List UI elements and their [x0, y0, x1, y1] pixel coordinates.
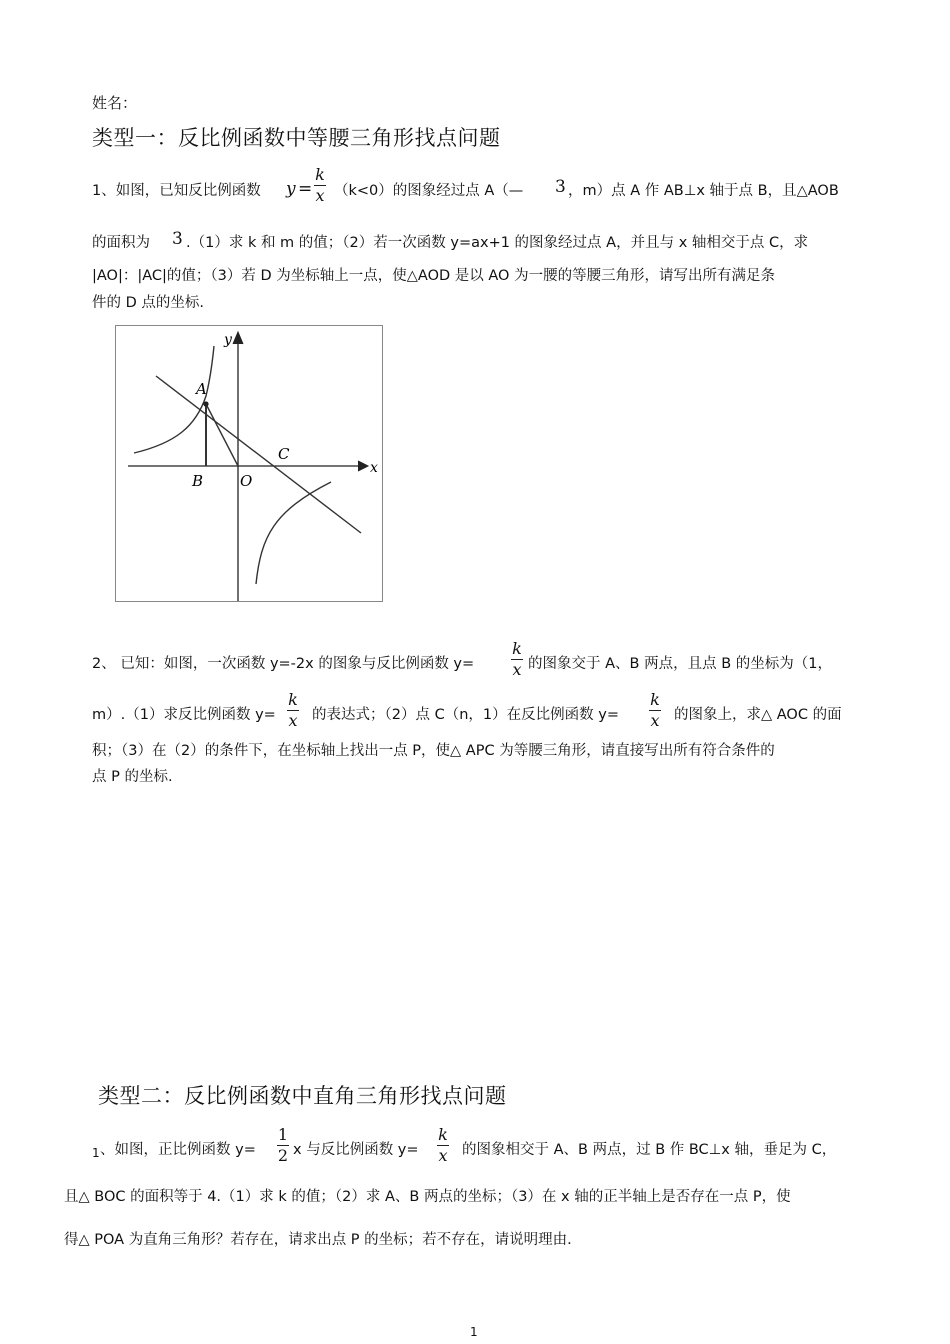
s2p1-line1-a: 、如图，正比例函数 y=	[100, 1142, 256, 1158]
label-b: B	[192, 472, 204, 490]
label-a: A	[196, 380, 207, 398]
s2p1-line1-b: x 与反比例函数 y=	[293, 1142, 419, 1158]
s2p1-fraction-k-over-x	[436, 1125, 450, 1166]
graph-svg	[116, 326, 382, 601]
s1p1-line2-b: .（1）求 k 和 m 的值；（2）若一次函数 y=ax+1 的图象经过点 A，并且与 x 轴相交于点 C，求	[186, 235, 809, 251]
s1p1-y-symbol: y	[286, 179, 296, 199]
s1p2-fraction-1	[510, 639, 524, 680]
s2p1-line1-c: 的图象相交于 A、B 两点，过 B 作 BC⊥x 轴，垂足为 C，	[462, 1142, 837, 1158]
fraction-denominator: x	[512, 660, 522, 679]
s1p2-line2-b: 的表达式；（2）点 C（n，1）在反比例函数 y=	[312, 707, 619, 723]
fraction-numerator: k	[288, 690, 298, 709]
s2p1-line2: 且△ BOC 的面积等于 4.（1）求 k 的值；（2）求 A、B 两点的坐标；（3）在 x 轴的正半轴上是否存在一点 P，使	[64, 1189, 791, 1205]
label-x: x	[370, 460, 378, 476]
section-1-title: 类型一：反比例函数中等腰三角形找点问题	[92, 126, 501, 150]
s2p1-number: 1	[92, 1146, 100, 1160]
label-o: O	[240, 472, 253, 490]
s1p2-line2-a: m）.（1）求反比例函数 y=	[92, 707, 276, 723]
x-axis-arrow	[358, 461, 368, 471]
y-axis-arrow	[233, 332, 243, 344]
label-c: C	[278, 445, 290, 463]
s1p1-sqrt3-a: 3	[555, 177, 566, 197]
section-2-title: 类型二：反比例函数中直角三角形找点问题	[98, 1084, 507, 1108]
s1p1-line2-a: 的面积为	[92, 235, 150, 251]
s1p1-line1-a: 1、如图，已知反比例函数	[92, 183, 261, 199]
point-a	[203, 401, 208, 406]
fraction-denominator: x	[315, 186, 325, 205]
s1p2-fraction-2	[286, 690, 300, 731]
fraction-denominator: 2	[277, 1146, 289, 1165]
fraction-denominator: x	[288, 711, 298, 730]
fraction-numerator: k	[438, 1125, 448, 1144]
student-name-label: 姓名：	[92, 94, 138, 112]
fraction-numerator: k	[512, 639, 522, 658]
s1p2-fraction-3	[648, 690, 662, 731]
s2p1-fraction-half	[276, 1125, 290, 1166]
s1p2-line4: 点 P 的坐标.	[92, 769, 173, 785]
s2p1-line3: 得△ POA 为直角三角形？若存在，请求出点 P 的坐标；若不存在，请说明理由.	[64, 1232, 572, 1248]
s1p1-line1-c: ，m）点 A 作 AB⊥x 轴于点 B，且△AOB	[568, 183, 839, 199]
label-y: y	[224, 332, 232, 348]
hyperbola-branch-right	[256, 482, 331, 584]
s1p2-line1-a: 2、 已知：如图，一次函数 y=-2x 的图象与反比例函数 y=	[92, 656, 475, 672]
s1p1-equals: =	[298, 179, 313, 199]
s1p1-figure-graph	[115, 325, 383, 602]
fraction-numerator: k	[315, 165, 325, 184]
fraction-denominator: x	[438, 1146, 448, 1165]
s1p1-sqrt3-b: 3	[172, 229, 183, 249]
fraction-denominator: x	[650, 711, 660, 730]
s1p1-line3: |AO|：|AC|的值；（3）若 D 为坐标轴上一点，使△AOD 是以 AO 为一腰的等腰三角形，请写出所有满足条	[92, 268, 776, 284]
hyperbola-branch-left	[134, 346, 214, 453]
fraction-numerator: 1	[277, 1125, 289, 1144]
s1p1-fraction-k-over-x	[313, 165, 327, 206]
page-number: 1	[470, 1325, 478, 1339]
s1p2-line2-c: 的图象上，求△ AOC 的面	[674, 707, 842, 723]
line-ac	[156, 376, 361, 533]
s1p1-line4: 件的 D 点的坐标.	[92, 295, 204, 311]
s1p2-line1-b: 的图象交于 A、B 两点，且点 B 的坐标为（1，	[528, 656, 832, 672]
s1p1-line1-b: （k<0）的图象经过点 A（—	[334, 183, 524, 199]
s1p2-line3: 积；（3）在（2）的条件下，在坐标轴上找出一点 P，使△ APC 为等腰三角形，请直接写出所有符合条件的	[92, 743, 775, 759]
fraction-numerator: k	[650, 690, 660, 709]
